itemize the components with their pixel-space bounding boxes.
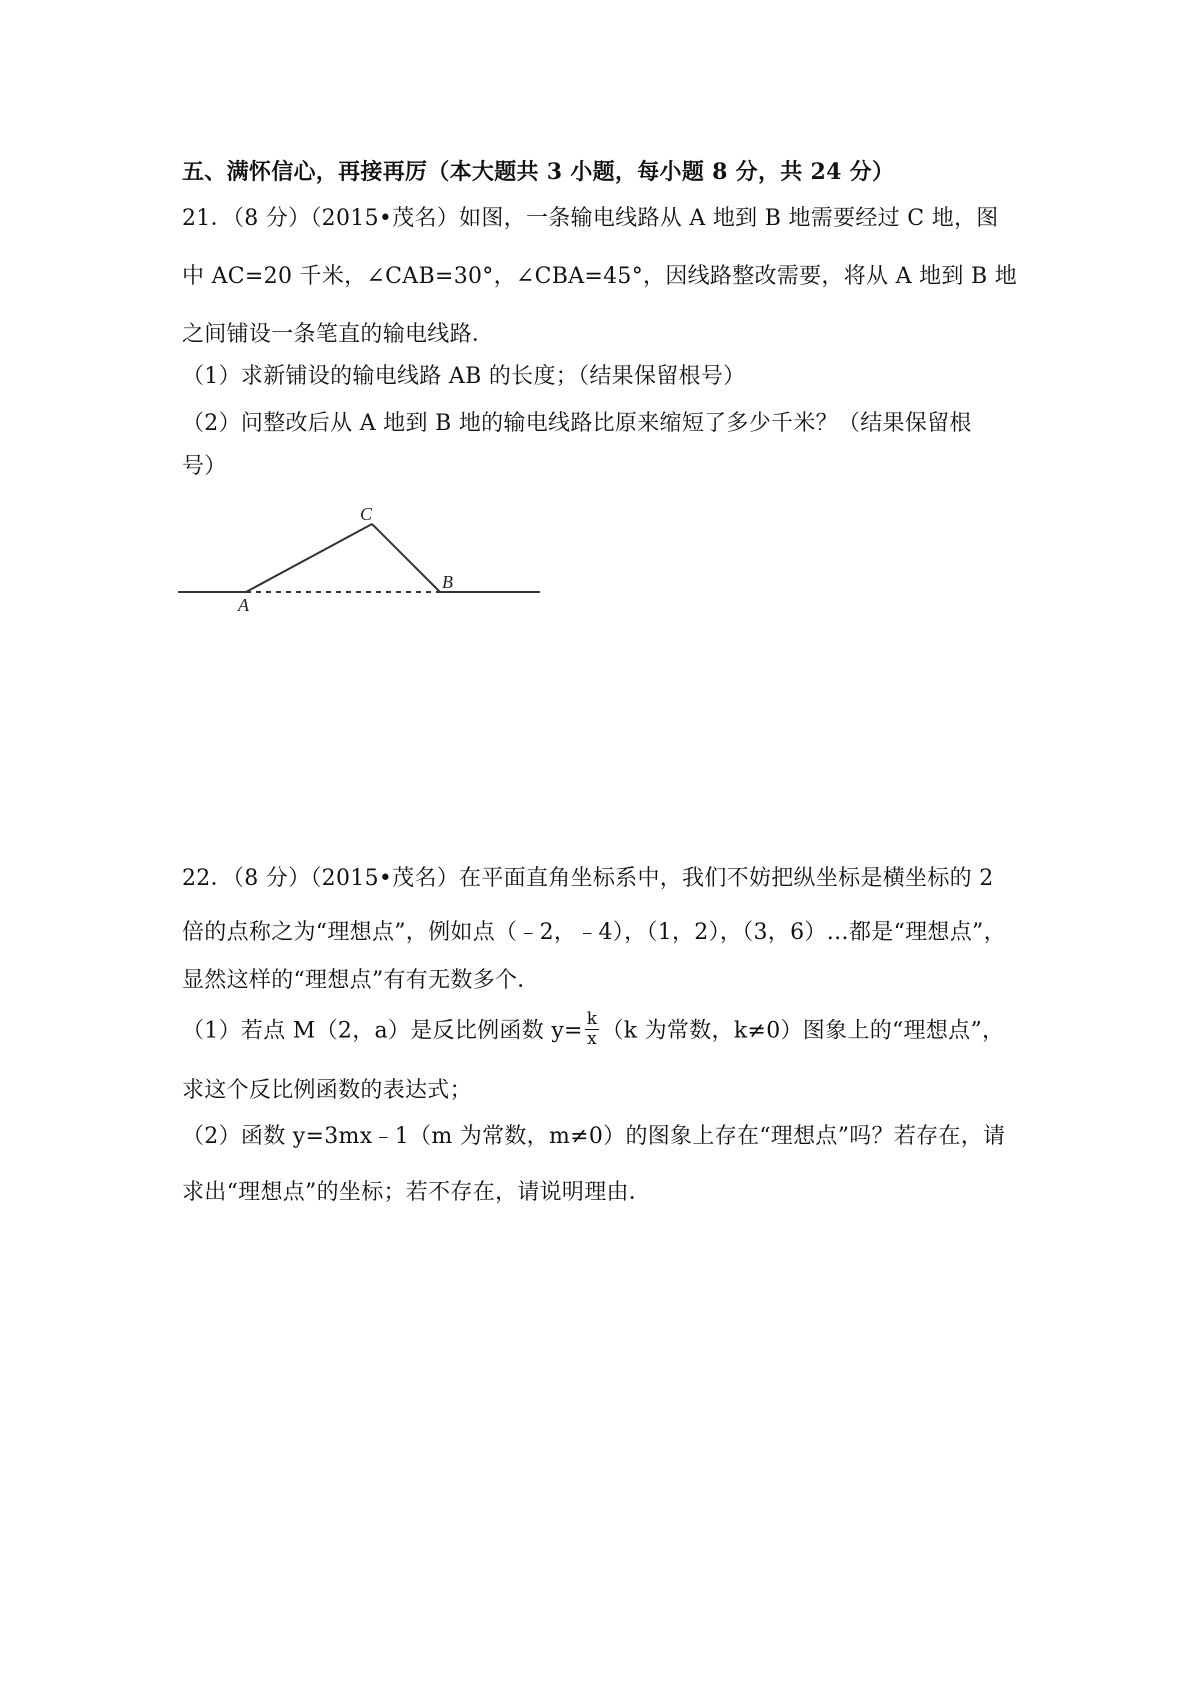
q22-part-2-line-2: 求出“理想点”的坐标；若不存在，请说明理由． [182, 1180, 652, 1205]
label-b: B [442, 572, 453, 592]
fraction-denominator: x [587, 1029, 598, 1049]
q22-line-2: 倍的点称之为“理想点”，例如点（﹣2，﹣4），（1，2），（3，6）…都是“理想点”， [182, 920, 1006, 945]
q22-line-3: 显然这样的“理想点”有有无数多个． [182, 968, 540, 993]
q22-part-1-prefix: （1）若点 M（2，a）是反比例函数 y= [182, 1018, 583, 1044]
q22-line-1: 22．（8 分）（2015•茂名）在平面直角坐标系中，我们不妨把纵坐标是横坐标的 2 [182, 866, 994, 891]
label-a: A [238, 595, 249, 615]
q22-part-1-line-2: 求这个反比例函数的表达式； [182, 1078, 472, 1103]
segment-ac [246, 524, 372, 592]
section-heading: 五、满怀信心，再接再厉（本大题共 3 小题，每小题 8 分，共 24 分） [182, 159, 895, 185]
fraction-numerator: k [586, 1009, 598, 1029]
label-c: C [360, 504, 373, 524]
q22-part-2-line-1: （2）函数 y=3mx﹣1（m 为常数，m≠0）的图象上存在“理想点”吗？若存在，请 [182, 1124, 1006, 1149]
segment-cb [372, 524, 440, 592]
q21-line-2: 中 AC=20 千米，∠CAB=30°，∠CBA=45°，因线路整改需要，将从 A 地到 B 地 [182, 264, 1018, 289]
fraction-k-over-x [585, 1010, 600, 1049]
triangle-figure [178, 498, 548, 618]
q21-part-1: （1）求新铺设的输电线路 AB 的长度；（结果保留根号） [182, 364, 746, 389]
q21-line-3: 之间铺设一条笔直的输电线路． [182, 322, 495, 347]
q22-part-1-suffix: （k 为常数，k≠0）图象上的“理想点”， [601, 1018, 1005, 1044]
q21-line-1: 21．（8 分）（2015•茂名）如图，一条输电线路从 A 地到 B 地需要经过 C 地，图 [182, 206, 999, 231]
q21-part-2-line-2: 号） [182, 454, 227, 479]
q22-part-1-line-1 [182, 1009, 1005, 1051]
q21-part-2-line-1: （2）问整改后从 A 地到 B 地的输电线路比原来缩短了多少千米？（结果保留根 [182, 411, 972, 436]
